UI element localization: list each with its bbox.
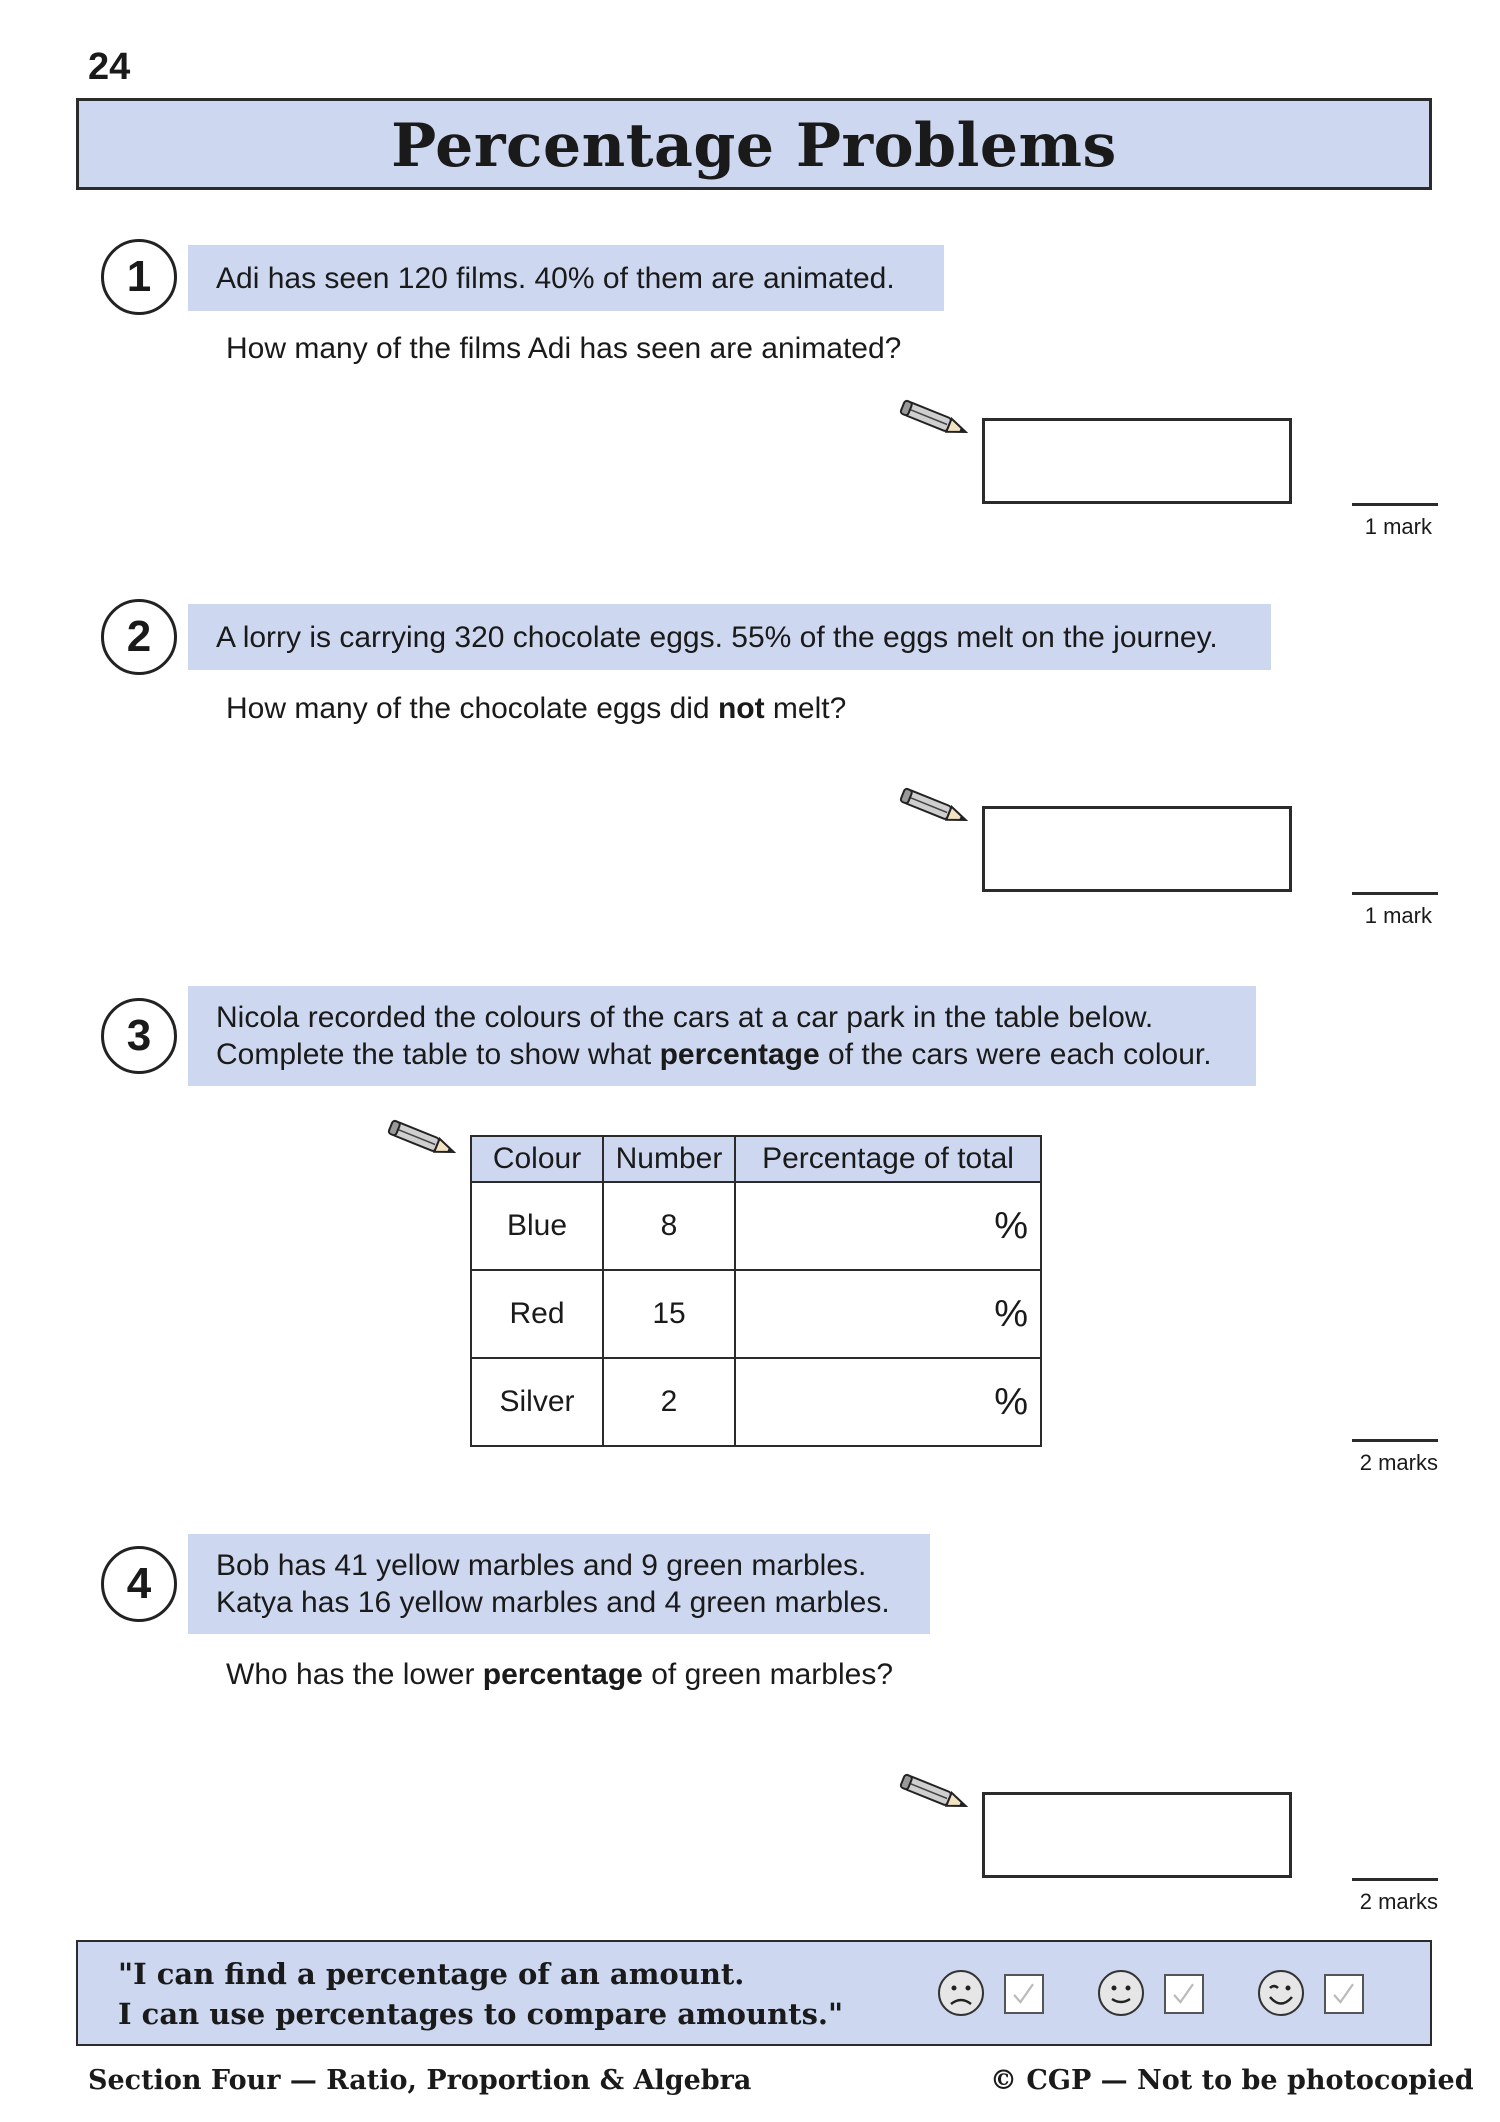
tick-icon: [1006, 1976, 1042, 2012]
question-3-line-2-bold: percentage: [659, 1038, 820, 1071]
question-2-question-pre: How many of the chocolate eggs did: [226, 692, 718, 725]
header-percentage: Percentage of total: [735, 1136, 1041, 1182]
cell-percentage-input[interactable]: [735, 1358, 1041, 1446]
question-number-4: 4: [101, 1546, 177, 1622]
question-2-question: [226, 692, 846, 726]
question-4-question: [226, 1658, 893, 1692]
mark-label-2: 1 mark: [1364, 903, 1432, 928]
question-3-statement-line-1: Nicola recorded the colours of the cars at a car park in the table below.: [216, 1001, 1154, 1034]
answer-box-4[interactable]: [982, 1792, 1292, 1878]
answer-box-2[interactable]: [982, 806, 1292, 892]
mark-label-3: 2 marks: [1359, 1450, 1438, 1475]
tick-box-neutral[interactable]: [1164, 1974, 1204, 2014]
question-1-band: [188, 245, 944, 311]
table-row: [471, 1182, 1041, 1270]
question-1-statement: Adi has seen 120 films. 40% of them are animated.: [216, 261, 895, 295]
table-row: [471, 1270, 1041, 1358]
question-2-question-post: melt?: [764, 692, 847, 725]
percent-unit: %: [994, 1204, 1028, 1247]
quote-line-2: I can use percentages to compare amounts.": [118, 1997, 844, 2031]
answer-box-1[interactable]: [982, 418, 1292, 504]
quote-line-1: "I can find a percentage of an amount.: [118, 1957, 745, 1991]
percent-unit: %: [994, 1380, 1028, 1423]
question-3-line-2-pre: Complete the table to show what: [216, 1038, 660, 1071]
tick-icon: [1166, 1976, 1202, 2012]
percent-unit: %: [994, 1292, 1028, 1335]
question-4-statement-line-1: Bob has 41 yellow marbles and 9 green marbles.: [216, 1549, 867, 1582]
cell-percentage-input[interactable]: [735, 1182, 1041, 1270]
mark-label-4: 2 marks: [1359, 1889, 1438, 1914]
mark-line-1: [1352, 503, 1438, 506]
pencil-icon: [386, 1118, 462, 1162]
cell-colour: Red: [471, 1270, 603, 1358]
cell-number: 8: [603, 1182, 735, 1270]
question-3-line-2-post: of the cars were each colour.: [819, 1038, 1212, 1071]
question-4-question-bold: percentage: [482, 1658, 643, 1691]
self-assessment-quote: [118, 1954, 843, 2034]
mark-line-3: [1352, 1439, 1438, 1442]
tick-box-happy[interactable]: [1324, 1974, 1364, 2014]
cell-number: 15: [603, 1270, 735, 1358]
page-title: Percentage Problems: [391, 111, 1117, 181]
cell-colour: Blue: [471, 1182, 603, 1270]
question-4-band: [188, 1534, 930, 1634]
table-row: [471, 1358, 1041, 1446]
question-2-statement: A lorry is carrying 320 chocolate eggs. 55% of the eggs melt on the journey.: [216, 620, 1218, 654]
question-2-question-bold: not: [717, 692, 765, 725]
table-header-row: [471, 1136, 1041, 1182]
question-1-question-text: How many of the films Adi has seen are animated?: [226, 332, 902, 365]
self-assessment-band: [76, 1940, 1432, 2046]
question-3-statement-line-2: [216, 1036, 1228, 1073]
header-number: Number: [603, 1136, 735, 1182]
tick-box-sad[interactable]: [1004, 1974, 1044, 2014]
question-number-2: 2: [101, 599, 177, 675]
car-colour-table: [470, 1135, 1042, 1447]
question-4-statement-line-2: Katya has 16 yellow marbles and 4 green marbles.: [216, 1586, 890, 1619]
neutral-face-icon: [1096, 1968, 1146, 2018]
question-1-question: [226, 332, 901, 366]
pencil-icon: [898, 786, 974, 830]
mark-label-1: 1 mark: [1364, 514, 1432, 539]
question-4-question-pre: Who has the lower: [226, 1658, 483, 1691]
question-number-3: 3: [101, 998, 177, 1074]
cell-number: 2: [603, 1358, 735, 1446]
question-2-band: [188, 604, 1271, 670]
question-4-question-post: of green marbles?: [642, 1658, 894, 1691]
sad-face-icon: [936, 1968, 986, 2018]
mark-line-4: [1352, 1878, 1438, 1881]
tick-icon: [1326, 1976, 1362, 2012]
happy-face-icon: [1256, 1968, 1306, 2018]
header-colour: Colour: [471, 1136, 603, 1182]
cell-colour: Silver: [471, 1358, 603, 1446]
mark-line-2: [1352, 892, 1438, 895]
page-number: 24: [88, 46, 131, 88]
cell-percentage-input[interactable]: [735, 1270, 1041, 1358]
title-banner: [76, 98, 1432, 190]
question-3-band: [188, 986, 1256, 1086]
question-number-1: 1: [101, 239, 177, 315]
copyright-footer: © CGP — Not to be photocopied: [990, 2065, 1474, 2096]
pencil-icon: [898, 398, 974, 442]
pencil-icon: [898, 1772, 974, 1816]
section-footer: Section Four — Ratio, Proportion & Algebra: [88, 2065, 752, 2096]
